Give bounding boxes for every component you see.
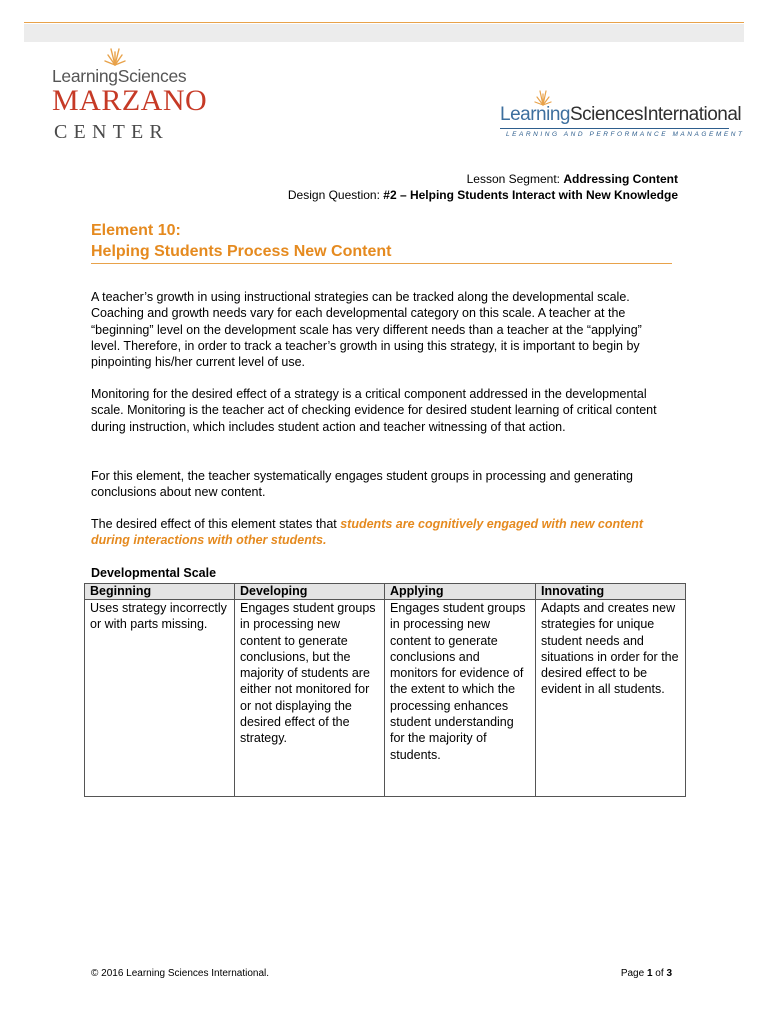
copyright: © 2016 Learning Sciences International.	[91, 968, 270, 979]
header-band	[24, 24, 744, 42]
scale-heading: Developmental Scale	[91, 566, 217, 580]
title-rule	[91, 263, 672, 264]
logo-learning-sciences: LearningSciences	[52, 66, 187, 86]
column-header: Beginning	[85, 584, 235, 600]
table-cell: Engages student groups in processing new content to generate conclusions, but the majority of students are either not monitored for or not displaying the desired effect of the strategy.	[235, 600, 385, 797]
element-name: Helping Students Process New Content	[91, 243, 392, 260]
logo-lsi-name: LearningSciencesInternational	[500, 104, 742, 125]
header-rule	[24, 22, 744, 23]
logo-divider	[500, 128, 729, 129]
table-row	[85, 600, 686, 797]
table-cell: Uses strategy incorrectly or with parts missing.	[85, 600, 235, 797]
lsi-logo	[500, 90, 745, 140]
table-header-row	[85, 584, 686, 600]
logo-marzano: MARZANO	[52, 84, 208, 117]
element-number: Element 10:	[91, 222, 181, 239]
column-header: Applying	[385, 584, 536, 600]
developmental-scale-table	[84, 583, 686, 797]
page-number: Page 1 of 3	[620, 968, 672, 979]
table-cell: Adapts and creates new strategies for unique student needs and situations in order for the desired effect to be evident in all students.	[536, 600, 686, 797]
column-header: Innovating	[536, 584, 686, 600]
marzano-center-logo	[52, 46, 208, 143]
paragraph-monitoring: Monitoring for the desired effect of a strategy is a critical component addressed in the developmental scale. Monitoring is the teacher act of checking evidence for desired student learning of critical content during instruction, which includes student action and teacher witnessing of that action.	[91, 387, 657, 434]
lesson-segment: Lesson Segment: Addressing Content	[466, 172, 678, 186]
table-cell: Engages student groups in processing new content to generate conclusions and monitors for evidence of the extent to which the processing enhances student understanding for the majority of students.	[385, 600, 536, 797]
desired-effect-emphasis: students are cognitively engaged with new content during interactions with other students.	[91, 517, 644, 548]
paragraph-desired-effect: The desired effect of this element states that students are cognitively engaged with new content during interactions with other students.	[91, 517, 644, 548]
logo-tagline: LEARNING AND PERFORMANCE MANAGEMENT	[506, 131, 745, 138]
element-title	[91, 220, 391, 262]
logo-center: CENTER	[54, 121, 169, 143]
sparkle-icon	[104, 46, 126, 66]
design-question: Design Question: #2 – Helping Students Interact with New Knowledge	[287, 188, 678, 202]
paragraph-growth: A teacher’s growth in using instructional strategies can be tracked along the developmental scale. Coaching and growth needs vary for each developmental category on this scale. A teacher at the “beginning” level on the development scale has very different needs than a teacher at the “applying” level. Therefore, in order to track a teacher’s growth in using this strategy, it is important to begin by pinpointing his/her current level of use.	[91, 290, 642, 370]
paragraph-element: For this element, the teacher systematically engages student groups in processing and generating conclusions about new content.	[91, 469, 633, 500]
column-header: Developing	[235, 584, 385, 600]
